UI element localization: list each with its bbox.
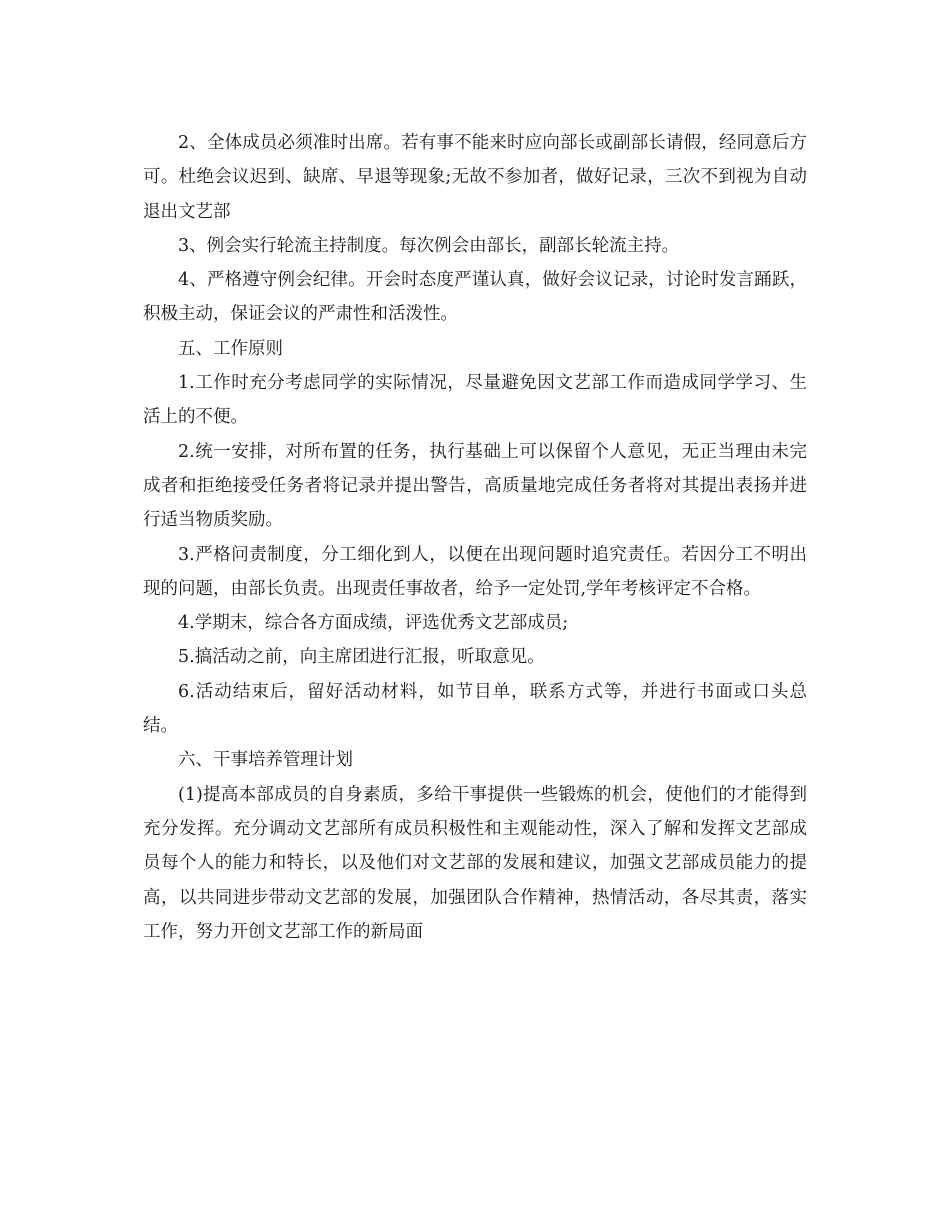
paragraph-principle-6: 6.活动结束后，留好活动材料，如节目单，联系方式等，并进行书面或口头总结。 xyxy=(143,681,807,737)
paragraph-training-1: (1)提高本部成员的自身素质，多给干事提供一些锻炼的机会，使他们的才能得到充分发挥。充分调动文艺部所有成员积极性和主观能动性，深入了解和发挥文艺部成员每个人的能力和特长，以及他们对文艺部的发展和建议，加强文艺部成员能力的提高，以共同进步带动文艺部的发展，加强团队合作精神，热情活动，各尽其责，落实工作，努力开创文艺部工作的新局面 xyxy=(143,784,807,942)
paragraph-host-rotation: 3、例会实行轮流主持制度。每次例会由部长，副部长轮流主持。 xyxy=(178,235,680,256)
paragraph-principle-1: 1.工作时充分考虑同学的实际情况，尽量避免因文艺部工作而造成同学学习、生活上的不便。 xyxy=(143,373,807,428)
section-heading-work-principles: 五、工作原则 xyxy=(178,338,283,359)
paragraph-principle-4: 4.学期末，综合各方面成绩，评选优秀文艺部成员; xyxy=(178,613,569,634)
paragraph-principle-2: 2.统一安排，对所布置的任务，执行基础上可以保留个人意见，无正当理由未完成者和拒绝接受任务者将记录并提出警告，高质量地完成任务者将对其提出表扬并进行适当物质奖励。 xyxy=(143,441,807,531)
paragraph-principle-5: 5.搞活动之前，向主席团进行汇报，听取意见。 xyxy=(178,647,545,668)
paragraph-meeting-discipline: 4、严格遵守例会纪律。开会时态度严谨认真，做好会议记录，讨论时发言踊跃，积极主动，保证会议的严肃性和活泼性。 xyxy=(143,270,807,325)
paragraph-attendance-rule: 2、全体成员必须准时出席。若有事不能来时应向部长或副部长请假，经同意后方可。杜绝会议迟到、缺席、早退等现象;无故不参加者，做好记录，三次不到视为自动退出文艺部 xyxy=(143,133,807,222)
paragraph-principle-3: 3.严格问责制度，分工细化到人，以便在出现问题时追究责任。若因分工不明出现的问题，由部长负责。出现责任事故者，给予一定处罚,学年考核评定不合格。 xyxy=(143,544,807,599)
document-body xyxy=(143,126,807,949)
section-heading-staff-training: 六、干事培养管理计划 xyxy=(178,750,353,771)
